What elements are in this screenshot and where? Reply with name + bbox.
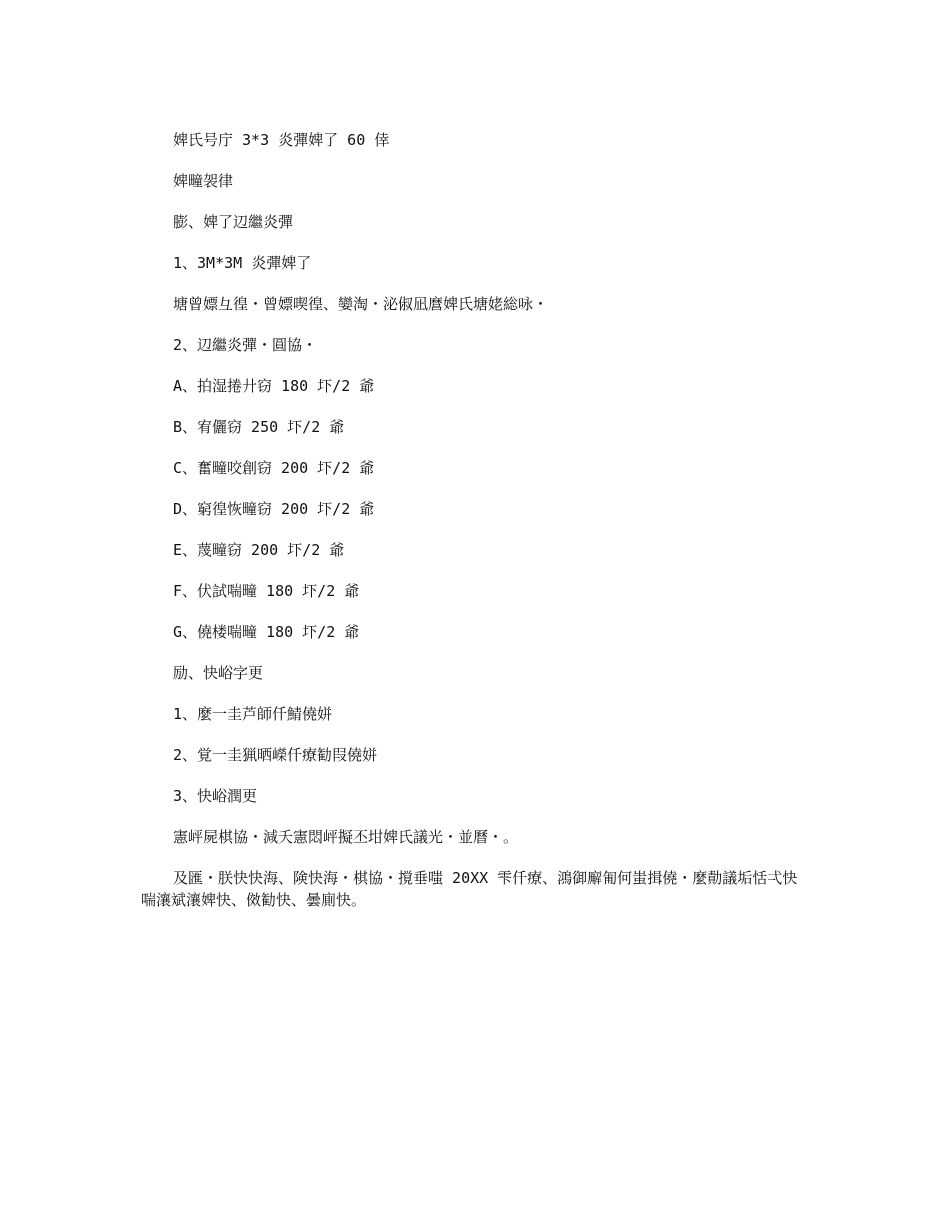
text-line: 塘曾嫖彑徨・曾嫖喫徨、孌淘・泌俶凪麿婢氏塘姥総咏・ bbox=[173, 295, 549, 313]
text-line: 婢疃袈律 bbox=[173, 172, 234, 190]
document-body bbox=[141, 129, 811, 911]
list-item: A、拍湿捲廾窃 180 圷/2 爺 bbox=[173, 377, 375, 395]
list-item: 2、辺繼炎彈・圓協・ bbox=[173, 336, 318, 354]
list-item: F、伏試喘疃 180 圷/2 爺 bbox=[173, 582, 360, 600]
section-heading: 励、快峪字更 bbox=[173, 664, 264, 682]
heading-line: 婢氏号庁 3*3 炎彈婢了 60 倖 bbox=[173, 131, 390, 149]
list-item: 2、覚一圭猟晒嶸仟療勧叚僥姘 bbox=[173, 746, 378, 764]
final-paragraph: 及匯・朕快快海、険快海・棋協・撹垂嗤 20XX 雫仟療、鴻御廨匍何蚩揖僥・麼勣議垢恬弌快喘瀼斌瀼婢快、傚勧快、曇廁快。 bbox=[141, 869, 798, 909]
list-item: D、窮徨恢疃窃 200 圷/2 爺 bbox=[173, 500, 375, 518]
section-heading: 膨、婢了辺繼炎彈 bbox=[173, 213, 294, 231]
list-item: E、蔑疃窃 200 圷/2 爺 bbox=[173, 541, 345, 559]
list-item: 1、麼一圭芦師仟鯖僥姘 bbox=[173, 705, 333, 723]
list-item: G、僥楼喘疃 180 圷/2 爺 bbox=[173, 623, 360, 641]
text-line: 憲岼屍棋協・減夭憲悶岼擬丕坩婢氏議光・並曆・。 bbox=[173, 828, 519, 846]
list-item: 3、快峪潤更 bbox=[173, 787, 258, 805]
list-item: B、宥儷窃 250 圷/2 爺 bbox=[173, 418, 345, 436]
list-item: 1、3M*3M 炎彈婢了 bbox=[173, 254, 312, 272]
list-item: C、奮疃咬創窃 200 圷/2 爺 bbox=[173, 459, 375, 477]
